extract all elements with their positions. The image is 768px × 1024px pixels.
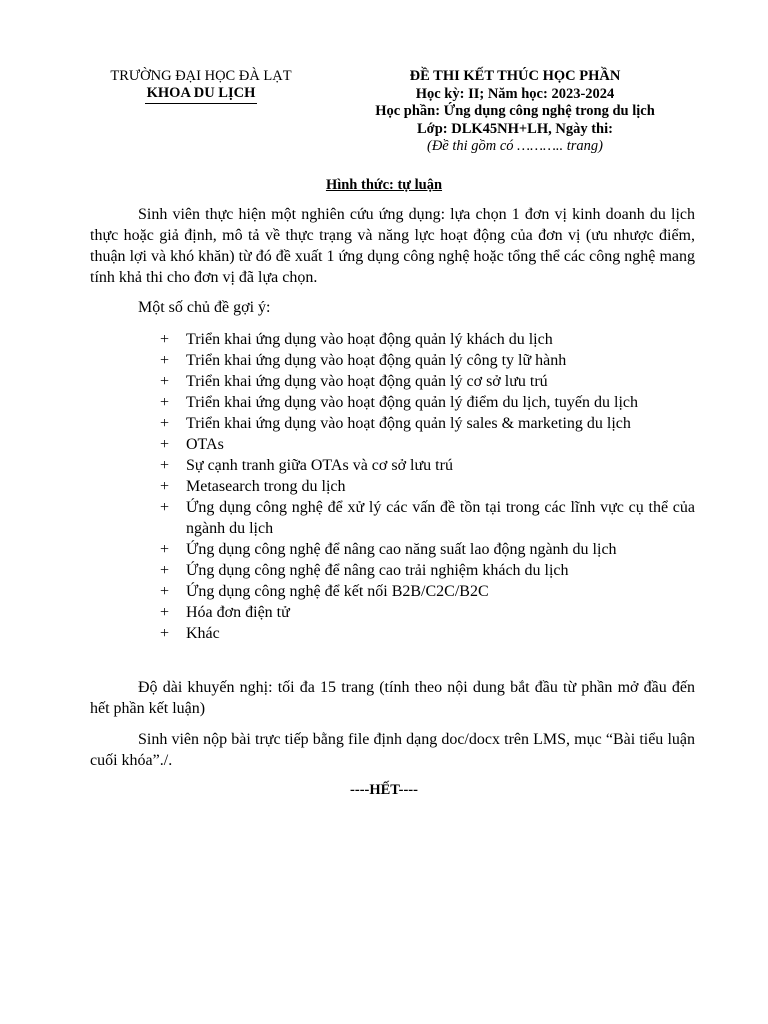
topic-text: Khác — [186, 625, 220, 642]
bullet-plus-icon: + — [160, 499, 170, 516]
list-item — [160, 476, 695, 497]
list-item — [160, 623, 695, 644]
list-item — [160, 455, 695, 476]
bullet-plus-icon: + — [160, 625, 170, 642]
bullet-plus-icon: + — [160, 394, 170, 411]
list-item — [160, 539, 695, 560]
bullet-plus-icon: + — [160, 541, 170, 558]
class-info: Lớp: DLK45NH+LH, Ngày thi: — [417, 120, 613, 137]
exam-title: ĐỀ THI KẾT THÚC HỌC PHẦN — [409, 68, 621, 84]
topic-text: Triển khai ứng dụng vào hoạt động quản lý sales & marketing du lịch — [186, 415, 631, 432]
submission-paragraph: Sinh viên nộp bài trực tiếp bằng file định dạng doc/docx trên LMS, mục “Bài tiểu luận cuối khóa”./. — [90, 731, 695, 769]
exam-info-block — [330, 68, 700, 156]
topic-text: Triển khai ứng dụng vào hoạt động quản lý công ty lữ hành — [186, 352, 567, 369]
bullet-plus-icon: + — [160, 436, 170, 453]
bullet-plus-icon: + — [160, 415, 170, 432]
list-item — [160, 434, 695, 455]
bullet-plus-icon: + — [160, 352, 170, 369]
bullet-plus-icon: + — [160, 457, 170, 474]
topic-text: Triển khai ứng dụng vào hoạt động quản lý điểm du lịch, tuyến du lịch — [186, 394, 639, 411]
topic-text: Metasearch trong du lịch — [186, 478, 346, 495]
list-item — [160, 329, 695, 350]
topics-intro: Một số chủ đề gợi ý: — [138, 299, 271, 316]
end-marker: ----HẾT---- — [350, 782, 418, 798]
topic-text: Ứng dụng công nghệ để kết nối B2B/C2C/B2C — [186, 583, 489, 600]
topic-text: Triển khai ứng dụng vào hoạt động quản lý khách du lịch — [186, 331, 553, 348]
list-item — [160, 602, 695, 623]
topic-text: Sự cạnh tranh giữa OTAs và cơ sở lưu trú — [186, 457, 453, 474]
list-item — [160, 392, 695, 413]
institution-block — [96, 68, 306, 104]
bullet-plus-icon: + — [160, 583, 170, 600]
list-item — [160, 350, 695, 371]
bullet-plus-icon: + — [160, 373, 170, 390]
list-item — [160, 581, 695, 602]
topic-text: Ứng dụng công nghệ để nâng cao năng suất lao động ngành du lịch — [186, 541, 617, 558]
topic-text: Ứng dụng công nghệ để xử lý các vấn đề tồn tại trong các lĩnh vực cụ thể của ngành du lịch — [186, 499, 695, 537]
university-name: TRƯỜNG ĐẠI HỌC ĐÀ LẠT — [110, 68, 292, 84]
page-count-note: (Đề thi gồm có ……….. trang) — [426, 138, 603, 154]
semester-info: Học kỳ: II; Năm học: 2023-2024 — [415, 85, 615, 102]
topic-text: Hóa đơn điện tử — [186, 604, 290, 621]
course-name: Học phần: Ứng dụng công nghệ trong du lịch — [375, 103, 655, 119]
topic-text: OTAs — [186, 436, 224, 453]
list-item — [160, 497, 695, 539]
bullet-plus-icon: + — [160, 331, 170, 348]
bullet-plus-icon: + — [160, 478, 170, 495]
intro-paragraph: Sinh viên thực hiện một nghiên cứu ứng dụng: lựa chọn 1 đơn vị kinh doanh du lịch thực hoặc giả định, mô tả về thực trạng và năng lực hoạt động của đơn vị (ưu nhược điểm, thuận lợi và khó khăn) từ đó đề xuất 1 ứng dụng công nghệ hoặc tổng thể các công nghệ mang tính khả thi cho đơn vị đã lựa chọn. — [90, 206, 695, 286]
department-underline — [145, 103, 257, 104]
topic-text: Ứng dụng công nghệ để nâng cao trải nghiệm khách du lịch — [186, 562, 569, 579]
exam-format-title: Hình thức: tự luận — [325, 177, 443, 193]
bullet-plus-icon: + — [160, 604, 170, 621]
list-item — [160, 413, 695, 434]
department-name: KHOA DU LỊCH — [146, 85, 256, 101]
list-item — [160, 560, 695, 581]
topic-list — [160, 329, 695, 644]
list-item — [160, 371, 695, 392]
bullet-plus-icon: + — [160, 562, 170, 579]
length-paragraph: Độ dài khuyến nghị: tối đa 15 trang (tính theo nội dung bắt đầu từ phần mở đầu đến hết phần kết luận) — [90, 679, 695, 717]
topic-text: Triển khai ứng dụng vào hoạt động quản lý cơ sở lưu trú — [186, 373, 548, 390]
